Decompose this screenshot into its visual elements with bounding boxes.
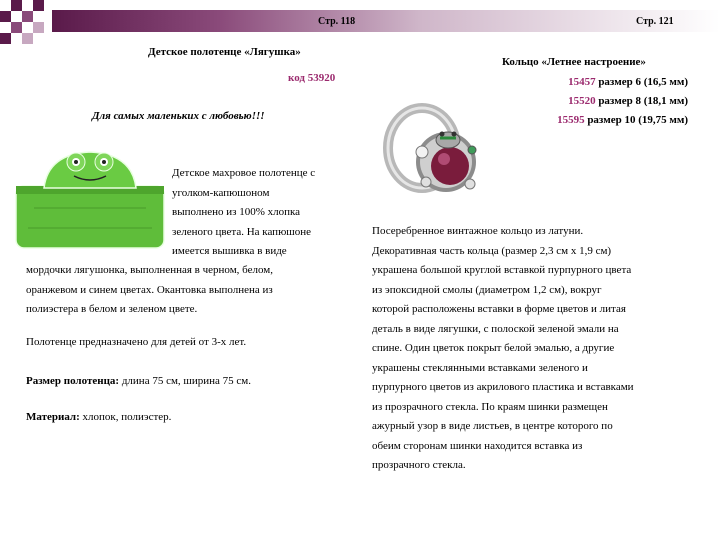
towel-age: Полотенце предназначено для детей от 3-х лет. bbox=[26, 336, 247, 348]
towel-title: Детское полотенце «Лягушка» bbox=[148, 46, 301, 58]
corner-checker-decoration bbox=[0, 0, 60, 60]
ring-size-row: 15595 размер 10 (19,75 мм) bbox=[557, 114, 688, 126]
frog-towel-image bbox=[14, 148, 166, 250]
left-page-number: Стр. 118 bbox=[318, 16, 356, 27]
towel-slogan: Для самых маленьких с любовью!!! bbox=[92, 110, 265, 122]
ring-size-row: 15520 размер 8 (18,1 мм) bbox=[568, 95, 688, 107]
ring-size-row: 15457 размер 6 (16,5 мм) bbox=[568, 76, 688, 88]
right-page-number: Стр. 121 bbox=[636, 16, 674, 27]
towel-size: Размер полотенца: длина 75 см, ширина 75 см. bbox=[26, 375, 252, 387]
towel-description-rest: мордочки лягушонка, выполненная в черном, белом, оранжевом и синем цветах. Окантовка выполнена из полиэстера в белом и зеленом цвете. bbox=[26, 264, 273, 315]
frog-ring-image bbox=[378, 92, 490, 204]
towel-code: код 53920 bbox=[288, 72, 336, 84]
towel-description-intro: Детское махровое полотенце с уголком-капюшоном выполнено из 100% хлопка зеленого цвета. На капюшоне имеется вышивка в виде bbox=[172, 167, 316, 257]
header-bar bbox=[52, 10, 720, 32]
towel-material: Материал: хлопок, полиэстер. bbox=[26, 411, 172, 423]
ring-description: Посеребренное винтажное кольцо из латуни. Декоративная часть кольца (размер 2,3 см х 1,9 см) украшена большой круглой вставкой пурпурного цвета из эпоксидной смолы (диаметром 1,2 см), вокруг которой расположены вставки в форме цветов и литая деталь в виде лягушки, с полоской зеленой эмали на спине. Один цветок покрыт белой эмалью, а другие украшены стеклянными вставками зеленого и пурпурного цветов из акрилового пластика и вставками из прозрачного стекла. По краям шинки размещен ажурный узор в виде листьев, в центре которого по обеим сторонам шинки находится вставка из прозрачного стекла. bbox=[372, 225, 634, 471]
ring-title: Кольцо «Летнее настроение» bbox=[502, 56, 646, 68]
